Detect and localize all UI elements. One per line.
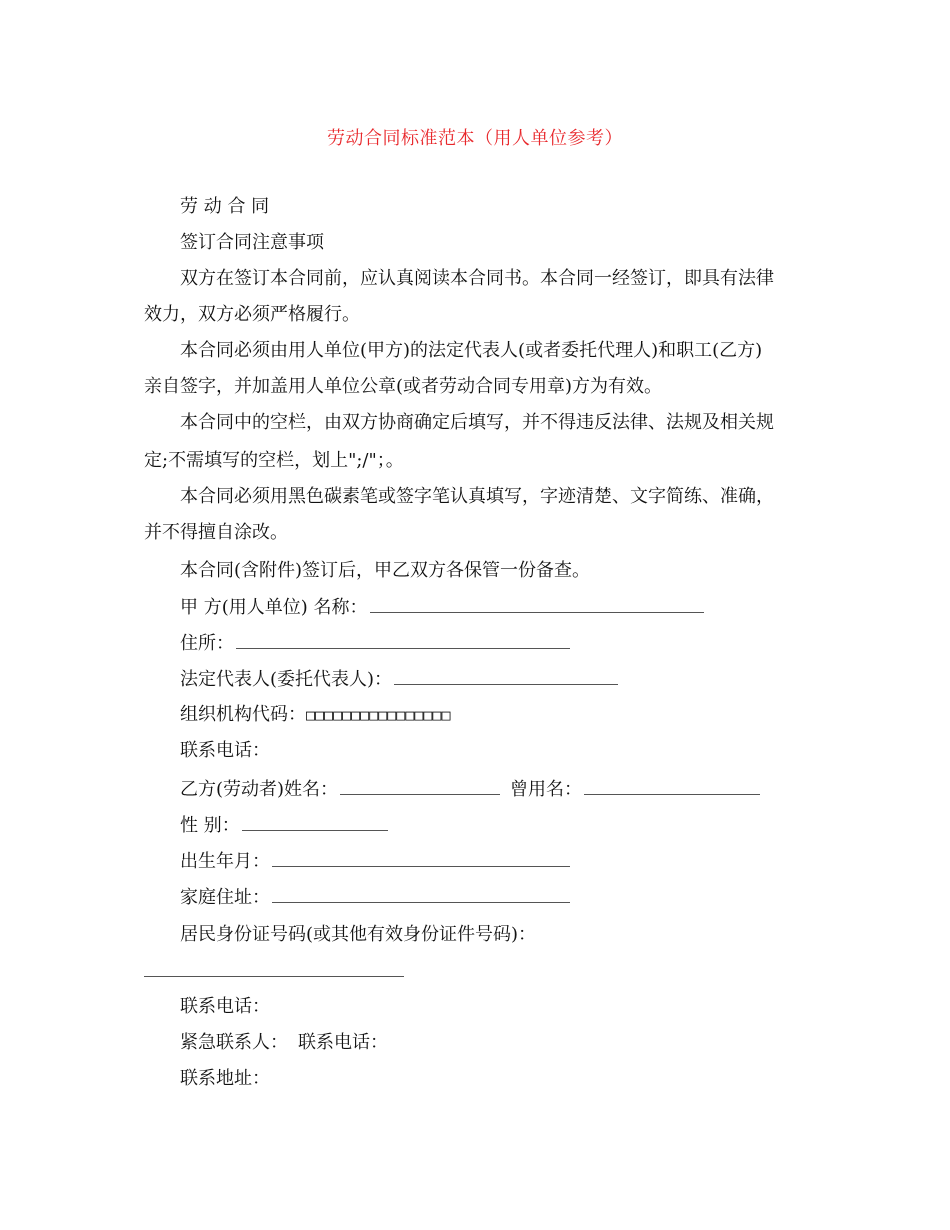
paragraph-1-line-1: 双方在签订本合同前，应认真阅读本合同书。本合同一经签订，即具有法律 bbox=[180, 268, 774, 289]
party-b-phone-row bbox=[180, 996, 270, 1018]
legal-rep-row bbox=[180, 668, 618, 691]
party-a-name-label: 甲 方(用人单位) 名称： bbox=[180, 597, 368, 618]
party-a-name-row bbox=[180, 596, 704, 619]
gender-label: 性 别： bbox=[180, 815, 240, 836]
home-address-label: 家庭住址： bbox=[180, 887, 270, 908]
home-address-row bbox=[180, 886, 570, 909]
party-a-name-blank[interactable] bbox=[370, 596, 704, 613]
contact-address-row bbox=[180, 1068, 270, 1090]
birth-row bbox=[180, 850, 570, 873]
party-b-name-row bbox=[180, 778, 760, 801]
org-code-boxes[interactable]: □□□□□□□□□□□□□□□□ bbox=[306, 706, 451, 724]
id-number-row bbox=[180, 924, 536, 946]
former-name-blank[interactable] bbox=[584, 778, 760, 795]
paragraph-4-line-1: 本合同必须用黑色碳素笔或签字笔认真填写，字迹清楚、文字简练、准确， bbox=[180, 486, 774, 507]
contact-address-label: 联系地址： bbox=[180, 1068, 270, 1089]
notice-subheading: 签订合同注意事项 bbox=[180, 232, 324, 253]
paragraph-3-line-2: 定;不需填写的空栏，划上";/"；。 bbox=[144, 450, 404, 471]
party-a-phone-row bbox=[180, 740, 270, 762]
emergency-phone-label: 联系电话： bbox=[298, 1032, 388, 1053]
paragraph-2-line-2: 亲自签字，并加盖用人单位公章(或者劳动合同专用章)方为有效。 bbox=[144, 376, 663, 397]
id-number-blank[interactable] bbox=[144, 976, 404, 977]
former-name-label: 曾用名： bbox=[510, 779, 583, 800]
paragraph-3-line-1: 本合同中的空栏，由双方协商确定后填写，并不得违反法律、法规及相关规 bbox=[180, 412, 774, 433]
emergency-contact-label: 紧急联系人： bbox=[180, 1032, 288, 1053]
party-b-name-label: 乙方(劳动者)姓名： bbox=[180, 779, 339, 800]
home-address-blank[interactable] bbox=[272, 886, 570, 903]
paragraph-1-line-2: 效力，双方必须严格履行。 bbox=[144, 304, 360, 325]
address-label: 住所： bbox=[180, 633, 234, 654]
birth-label: 出生年月： bbox=[180, 851, 270, 872]
gender-blank[interactable] bbox=[242, 814, 388, 831]
org-code-label: 组织机构代码： bbox=[180, 704, 306, 725]
party-b-name-blank[interactable] bbox=[340, 778, 500, 795]
legal-rep-blank[interactable] bbox=[394, 668, 618, 685]
paragraph-4-line-2: 并不得擅自涂改。 bbox=[144, 522, 288, 543]
address-blank[interactable] bbox=[236, 632, 570, 649]
address-row bbox=[180, 632, 570, 655]
paragraph-2-line-1: 本合同必须由用人单位(甲方)的法定代表人(或者委托代理人)和职工(乙方) bbox=[180, 340, 763, 361]
party-b-phone-label: 联系电话： bbox=[180, 996, 270, 1017]
birth-blank[interactable] bbox=[272, 850, 570, 867]
contract-heading: 劳 动 合 同 bbox=[180, 196, 270, 217]
emergency-contact-row bbox=[180, 1032, 388, 1054]
paragraph-5-line-1: 本合同(含附件)签订后，甲乙双方各保管一份备查。 bbox=[180, 560, 591, 581]
party-a-phone-label: 联系电话： bbox=[180, 740, 270, 761]
id-number-label: 居民身份证号码(或其他有效身份证件号码)： bbox=[180, 924, 537, 945]
document-title: 劳动合同标准范本（用人单位参考） bbox=[327, 128, 623, 149]
gender-row bbox=[180, 814, 388, 837]
legal-rep-label: 法定代表人(委托代表人)： bbox=[180, 669, 393, 690]
org-code-row bbox=[180, 704, 451, 726]
